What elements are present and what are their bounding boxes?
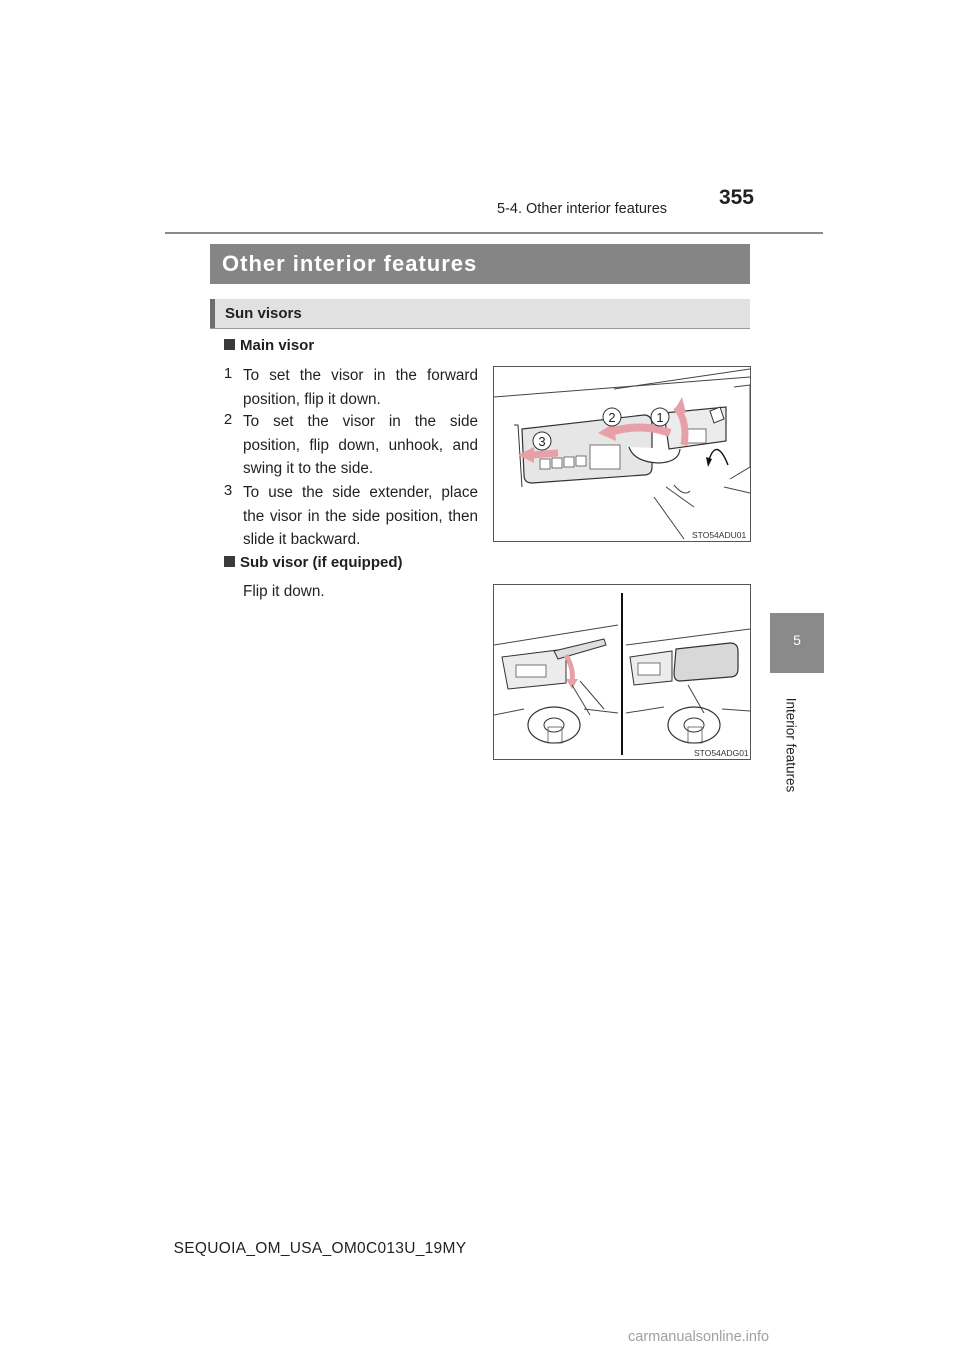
main-visor-heading: Main visor [224, 337, 314, 354]
step-3-text: To use the side extender, place the visor in the side position, then slide it backward. [243, 484, 478, 548]
step-number-2 [220, 410, 236, 428]
step-2-text: To set the visor in the side position, flip down, unhook, and swing it to the side. [243, 413, 478, 477]
section-title-bar [210, 244, 750, 284]
subsection-header [210, 299, 750, 329]
page-number: 355 [718, 186, 754, 209]
step-number-1 [220, 364, 236, 382]
svg-text:2: 2 [223, 411, 233, 428]
figure-code-main: STO54ADU01 [692, 530, 747, 540]
chapter-number: 5 [793, 632, 801, 648]
document-footer: SEQUOIA_OM_USA_OM0C013U_19MY [173, 1240, 467, 1257]
svg-text:2: 2 [608, 410, 616, 425]
subhead-accent [210, 299, 215, 328]
sub-visor-text: Flip it down. [243, 583, 325, 600]
svg-text:3: 3 [538, 434, 546, 449]
sub-visor-figure [493, 584, 751, 760]
square-bullet-icon [224, 339, 235, 350]
watermark: carmanualsonline.info [628, 1329, 770, 1345]
sub-visor-heading: Sub visor (if equipped) [224, 554, 403, 571]
svg-text:1: 1 [656, 410, 664, 425]
svg-text:3: 3 [223, 482, 233, 499]
sub-visor-illustration [494, 585, 750, 759]
page-title: Other interior features [222, 251, 478, 276]
square-bullet-icon [224, 556, 235, 567]
step-1-text: To set the visor in the forward position, flip it down. [243, 367, 478, 408]
chapter-label-text: Interior features [783, 697, 799, 793]
chapter-label [782, 680, 800, 810]
section-reference: 5-4. Other interior features [497, 201, 668, 217]
main-visor-illustration [494, 367, 750, 541]
subsection-title: Sun visors [225, 305, 302, 322]
svg-text:1: 1 [223, 365, 233, 382]
chapter-tab[interactable] [770, 613, 824, 673]
header-divider [165, 232, 823, 234]
figure-code-sub: STO54ADG01 [694, 748, 749, 758]
step-number-3 [220, 481, 236, 499]
main-visor-figure [493, 366, 751, 542]
